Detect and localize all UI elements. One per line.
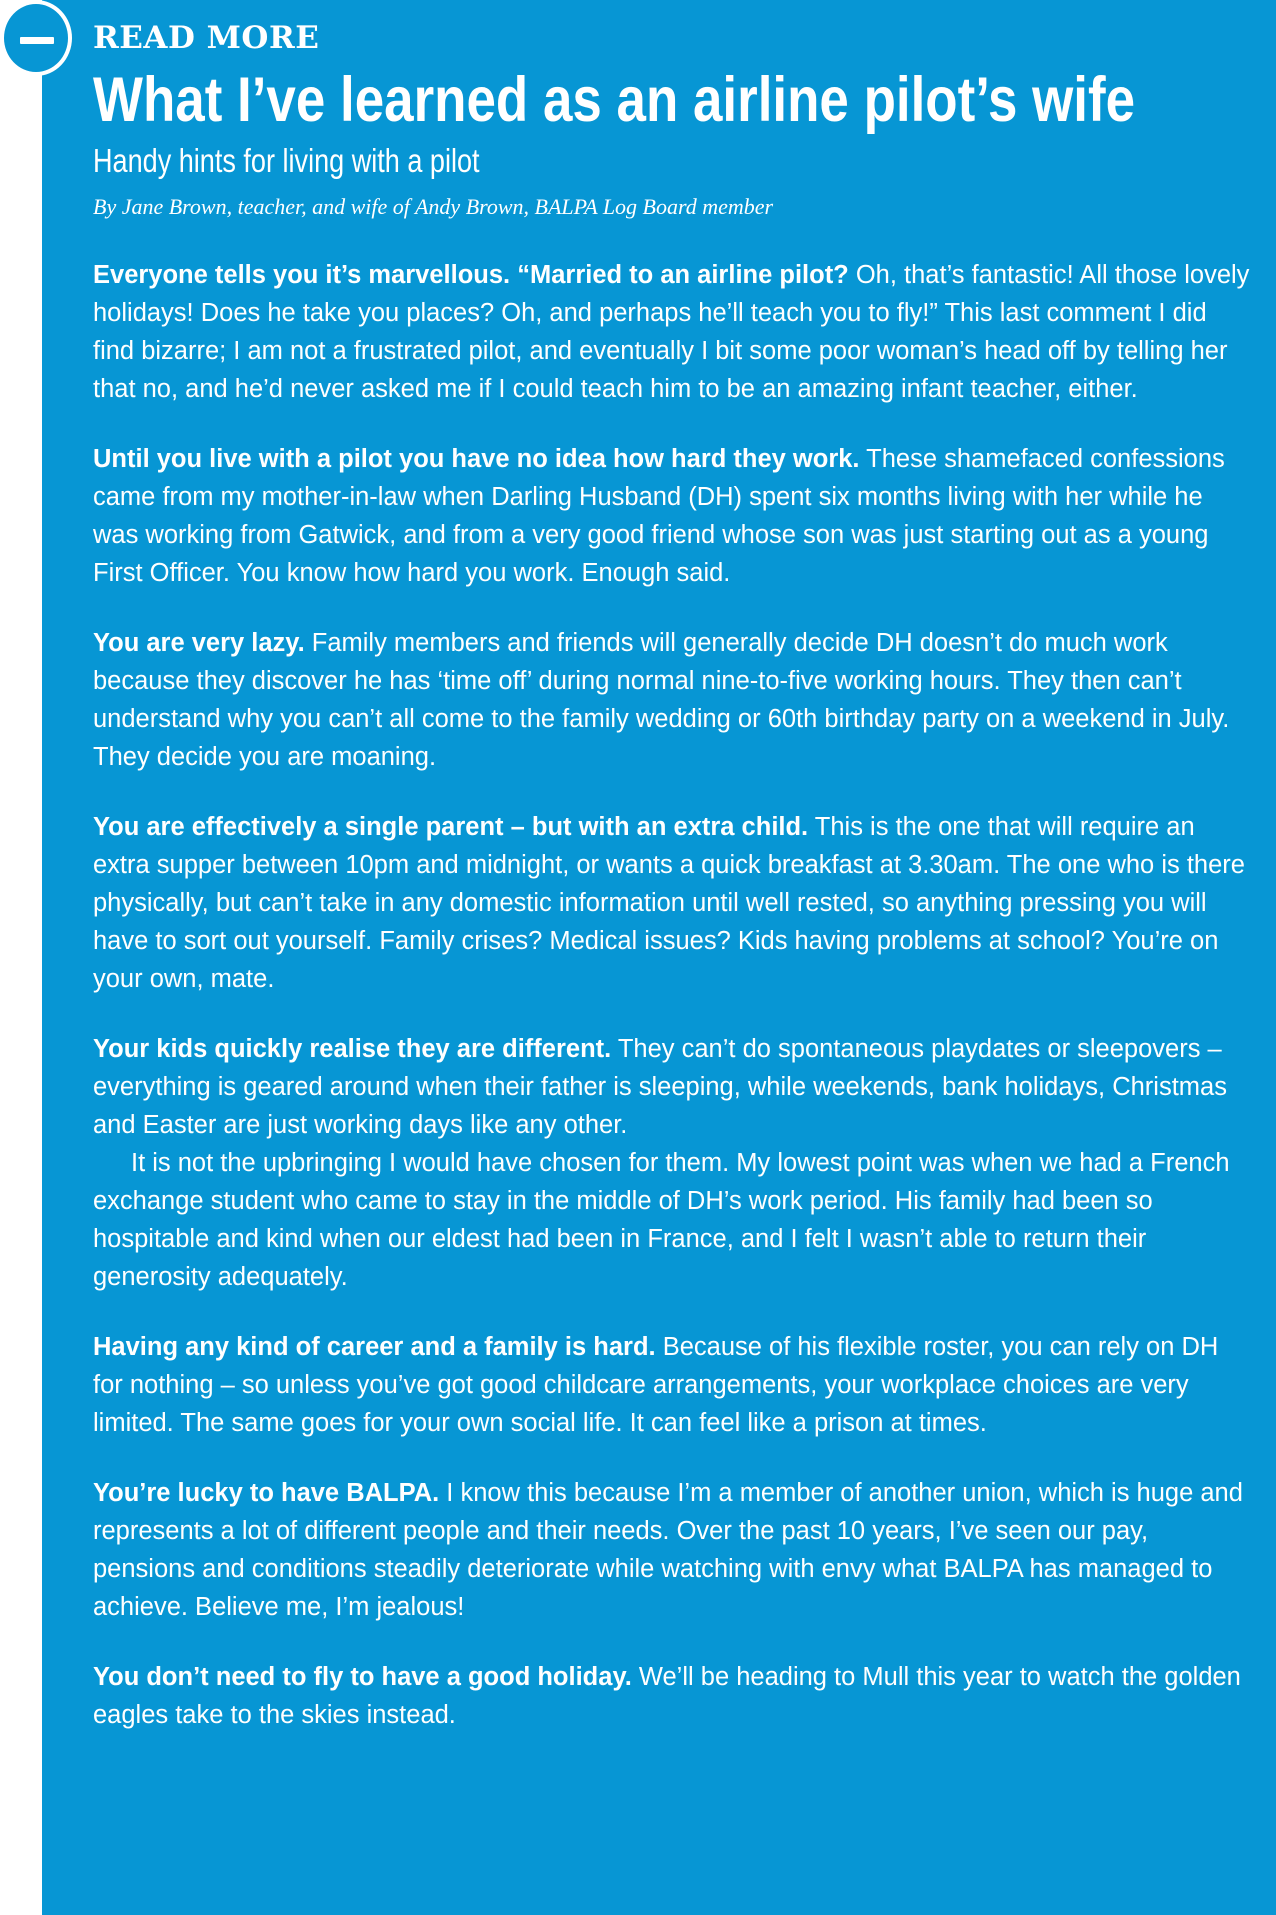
paragraph-lead: Until you live with a pilot you have no idea how hard they work. — [93, 445, 860, 473]
paragraph-lead: You are effectively a single parent – but with an extra child. — [93, 813, 809, 841]
minus-icon — [20, 37, 54, 44]
paragraph-text: This is the one that will require an extra supper between 10pm and midnight, or wants a quick breakfast at 3.30am. The one who is there physically, but can’t take in any domestic information until well rested, so anything pressing you will have to sort out yourself. Family crises? Medical issues? Kids having problems at school? You’re on your own, mate. — [93, 813, 1245, 993]
article-subtitle: Handy hints for living with a pilot — [93, 142, 480, 179]
paragraph-balpa — [93, 1474, 1253, 1626]
paragraph-text: Because of his flexible roster, you can rely on DH for nothing – so unless you’ve got good childcare arrangements, your workplace choices are very limited. The same goes for your own social life. It can feel like a prison at times. — [93, 1333, 1219, 1437]
paragraph-continuation: It is not the upbringing I would have chosen for them. My lowest point was when we had a French exchange student who came to stay in the middle of DH’s work period. His family had been so hospitable and kind when our eldest had been in France, and I felt I wasn’t able to return their generosity adequately. — [93, 1149, 1230, 1291]
paragraph-single-parent — [93, 808, 1253, 998]
paragraph-text: These shamefaced confessions came from my mother-in-law when Darling Husband (DH) spent six months living with her while he was working from Gatwick, and from a very good friend whose son was just starting out as a young First Officer. You know how hard you work. Enough said. — [93, 445, 1225, 587]
paragraph-career — [93, 1328, 1253, 1442]
paragraph-text: Family members and friends will generally decide DH doesn’t do much work because they discover he has ‘time off’ during normal nine-to-five working hours. They then can’t understand why you can’t all come to the family wedding or 60th birthday party on a weekend in July. They decide you are moaning. — [93, 629, 1230, 771]
paragraph-text: Oh, that’s fantastic! All those lovely holidays! Does he take you places? Oh, and perhaps he’ll teach you to fly!” This last comment I did find bizarre; I am not a frustrated pilot, and eventually I bit some poor woman’s head off by telling her that no, and he’d never asked me if I could teach him to be an amazing infant teacher, either. — [93, 261, 1250, 403]
paragraph-lead: Having any kind of career and a family is hard. — [93, 1333, 656, 1361]
article-body — [93, 256, 1253, 1766]
paragraph-hard-work — [93, 440, 1253, 592]
article-byline: By Jane Brown, teacher, and wife of Andy Brown, BALPA Log Board member — [93, 194, 774, 219]
read-more-link[interactable]: READ MORE — [93, 20, 320, 56]
paragraph-text: We’ll be heading to Mull this year to watch the golden eagles take to the skies instead. — [93, 1663, 1241, 1729]
paragraph-holiday — [93, 1658, 1253, 1734]
article-title: What I’ve learned as an airline pilot’s wife — [93, 65, 1136, 135]
paragraph-lead: Your kids quickly realise they are different. — [93, 1035, 612, 1063]
paragraph-lead: Everyone tells you it’s marvellous. “Married to an airline pilot? — [93, 261, 849, 289]
paragraph-lead: You’re lucky to have BALPA. — [93, 1479, 440, 1507]
collapse-button[interactable] — [0, 0, 72, 76]
paragraph-marvellous — [93, 256, 1253, 408]
paragraph-lead: You don’t need to fly to have a good holiday. — [93, 1663, 632, 1691]
paragraph-lead: You are very lazy. — [93, 629, 305, 657]
paragraph-lazy — [93, 624, 1253, 776]
paragraph-text: I know this because I’m a member of another union, which is huge and represents a lot of different people and their needs. Over the past 10 years, I’ve seen our pay, pensions and conditions steadily deteriorate while watching with envy what BALPA has managed to achieve. Believe me, I’m jealous! — [93, 1479, 1243, 1621]
paragraph-kids — [93, 1030, 1253, 1296]
paragraph-text: They can’t do spontaneous playdates or sleepovers – everything is geared around when their father is sleeping, while weekends, bank holidays, Christmas and Easter are just working days like any other. — [93, 1035, 1227, 1139]
